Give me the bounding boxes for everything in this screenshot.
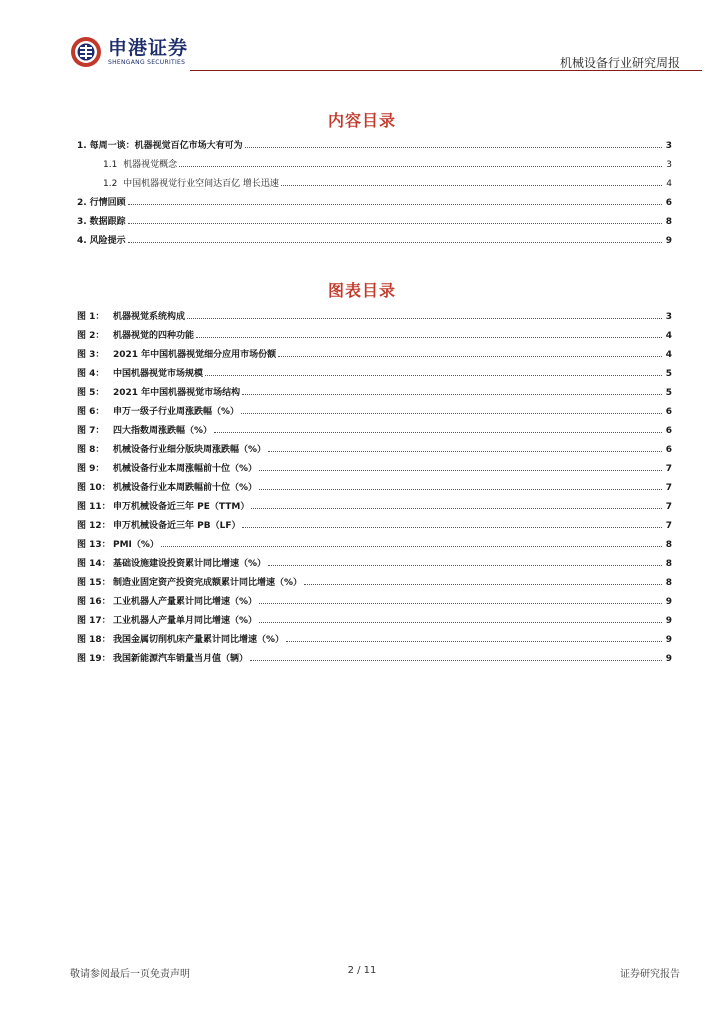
toc-item-label: 行情回顾 xyxy=(89,198,126,208)
page-indicator: 2 / 11 xyxy=(347,965,377,976)
figure-item[interactable] xyxy=(77,349,672,361)
figure-label: 图 5： xyxy=(77,388,105,398)
figure-title: 中国机器视觉市场规模 xyxy=(113,369,204,379)
toc-item[interactable] xyxy=(77,235,672,247)
figure-label: 图 10： xyxy=(77,483,111,493)
figure-title: 申万一级子行业周涨跌幅（%） xyxy=(113,407,240,417)
dot-leader xyxy=(161,539,662,547)
dot-leader xyxy=(128,216,662,224)
dot-leader xyxy=(242,387,662,395)
figure-page: 9 xyxy=(665,654,672,664)
figure-title: 基础设施建设投资累计同比增速（%） xyxy=(113,559,267,569)
figure-item[interactable] xyxy=(77,520,672,532)
figure-title: 机器视觉系统构成 xyxy=(113,312,186,322)
figure-item[interactable] xyxy=(77,596,672,608)
dot-leader xyxy=(196,330,662,338)
dot-leader xyxy=(278,349,662,357)
dot-leader xyxy=(128,235,662,243)
figure-label: 图 15： xyxy=(77,578,111,588)
figure-item[interactable] xyxy=(77,425,672,437)
company-logo xyxy=(70,34,188,70)
toc-item[interactable] xyxy=(77,140,672,152)
dot-leader xyxy=(286,634,662,642)
figure-title: 四大指数周涨跌幅（%） xyxy=(113,426,213,436)
figure-title: 我国金属切削机床产量累计同比增速（%） xyxy=(113,635,285,645)
figure-label: 图 11： xyxy=(77,502,111,512)
figure-title: 2021 年中国机器视觉市场结构 xyxy=(113,388,241,398)
toc-item-number: 4. xyxy=(77,236,87,246)
report-type: 机械设备行业研究周报 xyxy=(559,56,680,70)
toc-item-number: 1. xyxy=(77,141,87,151)
dot-leader xyxy=(205,368,662,376)
figure-item[interactable] xyxy=(77,444,672,456)
figure-item[interactable] xyxy=(77,482,672,494)
figure-label: 图 6： xyxy=(77,407,105,417)
dot-leader xyxy=(259,615,662,623)
toc-item-label: 风险提示 xyxy=(89,236,126,246)
dot-leader xyxy=(128,197,662,205)
figure-page: 6 xyxy=(665,407,672,417)
figure-label: 图 19： xyxy=(77,654,111,664)
dot-leader xyxy=(304,577,662,585)
figure-page: 5 xyxy=(665,369,672,379)
figure-title: 制造业固定资产投资完成额累计同比增速（%） xyxy=(113,578,303,588)
figure-page: 7 xyxy=(665,483,672,493)
toc-item-page: 9 xyxy=(665,236,672,246)
figure-title: 机械设备行业本周跌幅前十位（%） xyxy=(113,483,258,493)
dot-leader xyxy=(250,653,662,661)
figure-label: 图 7： xyxy=(77,426,105,436)
figure-title: 机械设备行业本周涨幅前十位（%） xyxy=(113,464,258,474)
figure-label: 图 18： xyxy=(77,635,111,645)
figure-item[interactable] xyxy=(77,368,672,380)
figure-label: 图 12： xyxy=(77,521,111,531)
figure-label: 图 3： xyxy=(77,350,105,360)
logo-name-en: SHENGANG SECURITIES xyxy=(108,58,186,66)
toc-item-number: 1.2 xyxy=(103,179,118,189)
dot-leader xyxy=(259,596,662,604)
figure-item[interactable] xyxy=(77,558,672,570)
footer-disclaimer: 敬请参阅最后一页免责声明 xyxy=(70,969,190,980)
dot-leader xyxy=(242,520,662,528)
figure-title: 工业机器人产量单月同比增速（%） xyxy=(113,616,258,626)
toc-item-page: 6 xyxy=(665,198,672,208)
dot-leader xyxy=(259,463,662,471)
logo-emblem-icon xyxy=(70,36,102,68)
toc-subitem[interactable] xyxy=(103,178,672,190)
figure-page: 3 xyxy=(665,312,672,322)
figure-item[interactable] xyxy=(77,463,672,475)
dot-leader xyxy=(187,311,662,319)
figure-label: 图 17： xyxy=(77,616,111,626)
figure-page: 8 xyxy=(665,578,672,588)
figure-page: 9 xyxy=(665,616,672,626)
figure-title: 申万机械设备近三年 PB（LF） xyxy=(113,521,241,531)
dot-leader xyxy=(259,482,662,490)
figure-page: 6 xyxy=(665,445,672,455)
figure-title: 工业机器人产量累计同比增速（%） xyxy=(113,597,258,607)
figure-title: 2021 年中国机器视觉细分应用市场份额 xyxy=(113,350,277,360)
logo-name-cn: 申港证券 xyxy=(108,36,189,59)
figure-page: 4 xyxy=(665,350,672,360)
figure-title: PMI（%） xyxy=(113,540,159,550)
toc-item-label: 每周一谈：机器视觉百亿市场大有可为 xyxy=(89,141,243,151)
figure-page: 8 xyxy=(665,559,672,569)
figure-page: 9 xyxy=(665,597,672,607)
toc-item[interactable] xyxy=(77,216,672,228)
figure-label: 图 2： xyxy=(77,331,105,341)
figure-page: 6 xyxy=(665,426,672,436)
dot-leader xyxy=(179,159,662,167)
figure-item[interactable] xyxy=(77,501,672,513)
toc-subitem[interactable] xyxy=(103,159,672,171)
toc-item-label: 数据跟踪 xyxy=(89,217,126,227)
figure-page: 4 xyxy=(665,331,672,341)
figure-label: 图 14： xyxy=(77,559,111,569)
figure-page: 7 xyxy=(665,502,672,512)
dot-leader xyxy=(241,406,662,414)
footer-doc-type: 证券研究报告 xyxy=(620,969,680,980)
toc-item-page: 3 xyxy=(665,141,672,151)
figure-item[interactable] xyxy=(77,311,672,323)
figure-label: 图 9： xyxy=(77,464,105,474)
toc-item-number: 3. xyxy=(77,217,87,227)
figure-item[interactable] xyxy=(77,653,672,665)
toc-item-label: 机器视觉概念 xyxy=(123,160,178,170)
toc-item-page: 4 xyxy=(666,179,672,189)
figure-page: 5 xyxy=(665,388,672,398)
figure-label: 图 1： xyxy=(77,312,105,322)
figure-label: 图 13： xyxy=(77,540,111,550)
figure-item[interactable] xyxy=(77,387,672,399)
figure-title: 我国新能源汽车销量当月值（辆） xyxy=(113,654,249,664)
figure-item[interactable] xyxy=(77,539,672,551)
figure-page: 9 xyxy=(665,635,672,645)
figure-item[interactable] xyxy=(77,577,672,589)
dot-leader xyxy=(251,501,662,509)
figure-item[interactable] xyxy=(77,634,672,646)
dot-leader xyxy=(245,140,662,148)
toc-item-label: 中国机器视觉行业空间达百亿 增长迅速 xyxy=(123,179,279,189)
figures-title: 图表目录 xyxy=(327,281,396,300)
figure-item[interactable] xyxy=(77,615,672,627)
figure-page: 7 xyxy=(665,464,672,474)
toc-item-number: 2. xyxy=(77,198,87,208)
dot-leader xyxy=(268,558,662,566)
figure-label: 图 8： xyxy=(77,445,105,455)
toc-title: 内容目录 xyxy=(327,111,396,130)
figure-title: 申万机械设备近三年 PE（TTM） xyxy=(113,502,250,512)
toc-item-page: 3 xyxy=(666,160,672,170)
header-divider xyxy=(190,70,702,71)
figure-page: 7 xyxy=(665,521,672,531)
figure-label: 图 16： xyxy=(77,597,111,607)
toc-item-number: 1.1 xyxy=(103,160,118,170)
figure-page: 8 xyxy=(665,540,672,550)
dot-leader xyxy=(214,425,662,433)
dot-leader xyxy=(281,178,662,186)
figure-title: 机器视觉的四种功能 xyxy=(113,331,195,341)
figure-item[interactable] xyxy=(77,406,672,418)
dot-leader xyxy=(268,444,662,452)
figure-title: 机械设备行业细分版块周涨跌幅（%） xyxy=(113,445,267,455)
toc-item-page: 8 xyxy=(665,217,672,227)
figure-item[interactable] xyxy=(77,330,672,342)
toc-item[interactable] xyxy=(77,197,672,209)
figure-label: 图 4： xyxy=(77,369,105,379)
